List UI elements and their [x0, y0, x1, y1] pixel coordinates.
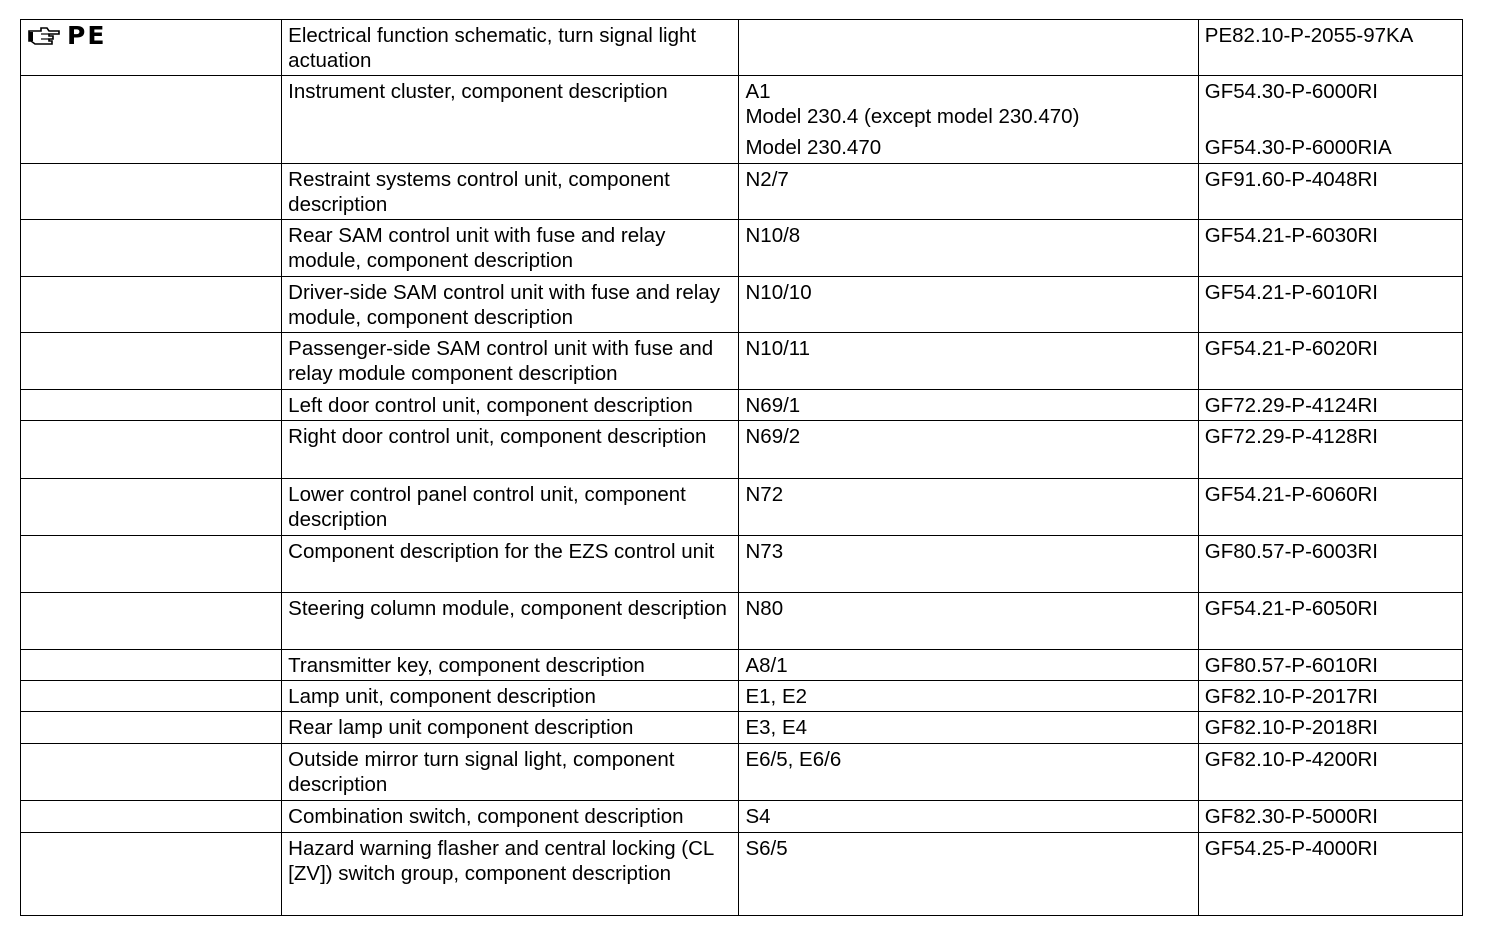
blank-cell [21, 712, 282, 744]
description-cell: Electrical function schematic, turn signal light actuation [282, 20, 739, 76]
document-link[interactable]: GF91.60-P-4048RI [1204, 168, 1378, 191]
document-link[interactable]: GF54.30-P-6000RI [1204, 80, 1378, 103]
component-cell [739, 164, 1198, 220]
description-cell: Rear lamp unit component description [282, 712, 739, 744]
description-cell: Instrument cluster, component description [282, 76, 739, 164]
document-link[interactable]: GF54.25-P-4000RI [1204, 837, 1378, 860]
description-cell: Component description for the EZS control unit [282, 536, 739, 593]
document-cell [1198, 712, 1462, 744]
document-link[interactable]: GF80.57-P-6003RI [1204, 540, 1378, 563]
component-code: N69/1 [745, 394, 801, 417]
component-cell [739, 20, 1198, 76]
component-cell [739, 833, 1198, 916]
component-code: E6/5, E6/6 [745, 748, 842, 771]
table-row [21, 390, 1463, 421]
document-link[interactable]: GF54.21-P-6030RI [1204, 224, 1378, 247]
blank-cell [21, 833, 282, 916]
document-cell [1198, 277, 1462, 333]
component-code: N72 [745, 483, 784, 506]
blank-cell [21, 390, 282, 421]
component-code: N10/11 [745, 337, 811, 360]
section-tag [27, 23, 275, 49]
component-code: A8/1 [745, 654, 788, 677]
document-cell [1198, 536, 1462, 593]
description-cell: Transmitter key, component description [282, 650, 739, 681]
document-cell [1198, 833, 1462, 916]
document-link[interactable]: GF82.10-P-2017RI [1204, 685, 1378, 708]
description-cell: Steering column module, component description [282, 593, 739, 650]
table-row [21, 744, 1463, 801]
component-code: N80 [745, 597, 784, 620]
component-cell [739, 333, 1198, 390]
blank-cell [21, 744, 282, 801]
description-cell: Rear SAM control unit with fuse and relay module, component description [282, 220, 739, 277]
document-link[interactable]: PE82.10-P-2055-97KA [1204, 24, 1414, 47]
document-link[interactable]: GF54.21-P-6060RI [1204, 483, 1378, 506]
table-row [21, 681, 1463, 712]
document-cell [1198, 593, 1462, 650]
document-link[interactable]: GF54.21-P-6050RI [1204, 597, 1378, 620]
description-cell: Combination switch, component description [282, 801, 739, 833]
description-cell: Right door control unit, component description [282, 421, 739, 479]
blank-cell [21, 277, 282, 333]
document-cell [1198, 20, 1462, 76]
document-cell [1198, 164, 1462, 220]
document-link[interactable]: GF82.10-P-2018RI [1204, 716, 1378, 739]
document-link[interactable]: GF80.57-P-6010RI [1204, 654, 1378, 677]
description-cell: Restraint systems control unit, component description [282, 164, 739, 220]
description-cell: Lamp unit, component description [282, 681, 739, 712]
document-cell [1198, 681, 1462, 712]
table-row [21, 220, 1463, 277]
blank-cell [21, 593, 282, 650]
blank-cell [21, 681, 282, 712]
component-cell [739, 681, 1198, 712]
section-tag-cell [21, 20, 282, 76]
blank-cell [21, 220, 282, 277]
blank-cell [21, 164, 282, 220]
component-cell [739, 76, 1198, 164]
component-cell [739, 744, 1198, 801]
document-cell [1198, 76, 1462, 164]
component-code: N10/8 [745, 224, 801, 247]
component-cell [739, 801, 1198, 833]
component-cell [739, 220, 1198, 277]
component-cell [739, 712, 1198, 744]
component-cell [739, 479, 1198, 536]
table-row [21, 164, 1463, 220]
reference-table [20, 19, 1463, 916]
document-cell [1198, 421, 1462, 479]
table-row [21, 712, 1463, 744]
document-cell [1198, 220, 1462, 277]
blank-cell [21, 479, 282, 536]
component-code: S4 [745, 805, 771, 828]
document-link[interactable]: GF72.29-P-4124RI [1204, 394, 1378, 417]
component-code: N69/2 [745, 425, 801, 448]
document-cell [1198, 390, 1462, 421]
component-code: A1 [745, 80, 771, 103]
document-link[interactable]: GF82.10-P-4200RI [1204, 748, 1378, 771]
model-variant-label: Model 230.470 [745, 136, 882, 159]
document-cell [1198, 333, 1462, 390]
section-tag-label: PE [67, 21, 107, 50]
component-code: E3, E4 [745, 716, 808, 739]
description-cell: Hazard warning flasher and central locking (CL [ZV]) switch group, component description [282, 833, 739, 916]
document-cell [1198, 650, 1462, 681]
blank-cell [21, 333, 282, 390]
description-cell: Passenger-side SAM control unit with fuse and relay module component description [282, 333, 739, 390]
document-link[interactable]: GF72.29-P-4128RI [1204, 425, 1378, 448]
component-cell [739, 277, 1198, 333]
table-row [21, 593, 1463, 650]
component-cell [739, 650, 1198, 681]
table-row [21, 479, 1463, 536]
table-row [21, 536, 1463, 593]
document-link[interactable]: GF82.30-P-5000RI [1204, 805, 1378, 828]
table-row [21, 333, 1463, 390]
table-row [21, 650, 1463, 681]
document-cell [1198, 479, 1462, 536]
model-variant-label: Model 230.4 (except model 230.470) [745, 105, 1080, 128]
document-cell [1198, 801, 1462, 833]
component-cell [739, 390, 1198, 421]
description-cell: Left door control unit, component description [282, 390, 739, 421]
component-code: N2/7 [745, 168, 789, 191]
component-cell [739, 421, 1198, 479]
pointing-hand-icon [27, 25, 61, 47]
description-cell: Outside mirror turn signal light, component description [282, 744, 739, 801]
document-link[interactable]: GF54.30-P-6000RIA [1204, 136, 1392, 159]
description-cell: Lower control panel control unit, component description [282, 479, 739, 536]
table-row [21, 833, 1463, 916]
table-row [21, 76, 1463, 164]
table-row [21, 801, 1463, 833]
blank-cell [21, 421, 282, 479]
component-code: N73 [745, 540, 784, 563]
component-code: E1, E2 [745, 685, 808, 708]
component-cell [739, 536, 1198, 593]
document-link[interactable]: GF54.21-P-6020RI [1204, 337, 1378, 360]
description-cell: Driver-side SAM control unit with fuse and relay module, component description [282, 277, 739, 333]
document-cell [1198, 744, 1462, 801]
component-code: N10/10 [745, 281, 812, 304]
component-cell [739, 593, 1198, 650]
blank-cell [21, 76, 282, 164]
document-link[interactable]: GF54.21-P-6010RI [1204, 281, 1378, 304]
table-row [21, 20, 1463, 76]
table-row [21, 421, 1463, 479]
blank-cell [21, 536, 282, 593]
table-row [21, 277, 1463, 333]
blank-cell [21, 650, 282, 681]
component-code: S6/5 [745, 837, 788, 860]
blank-cell [21, 801, 282, 833]
